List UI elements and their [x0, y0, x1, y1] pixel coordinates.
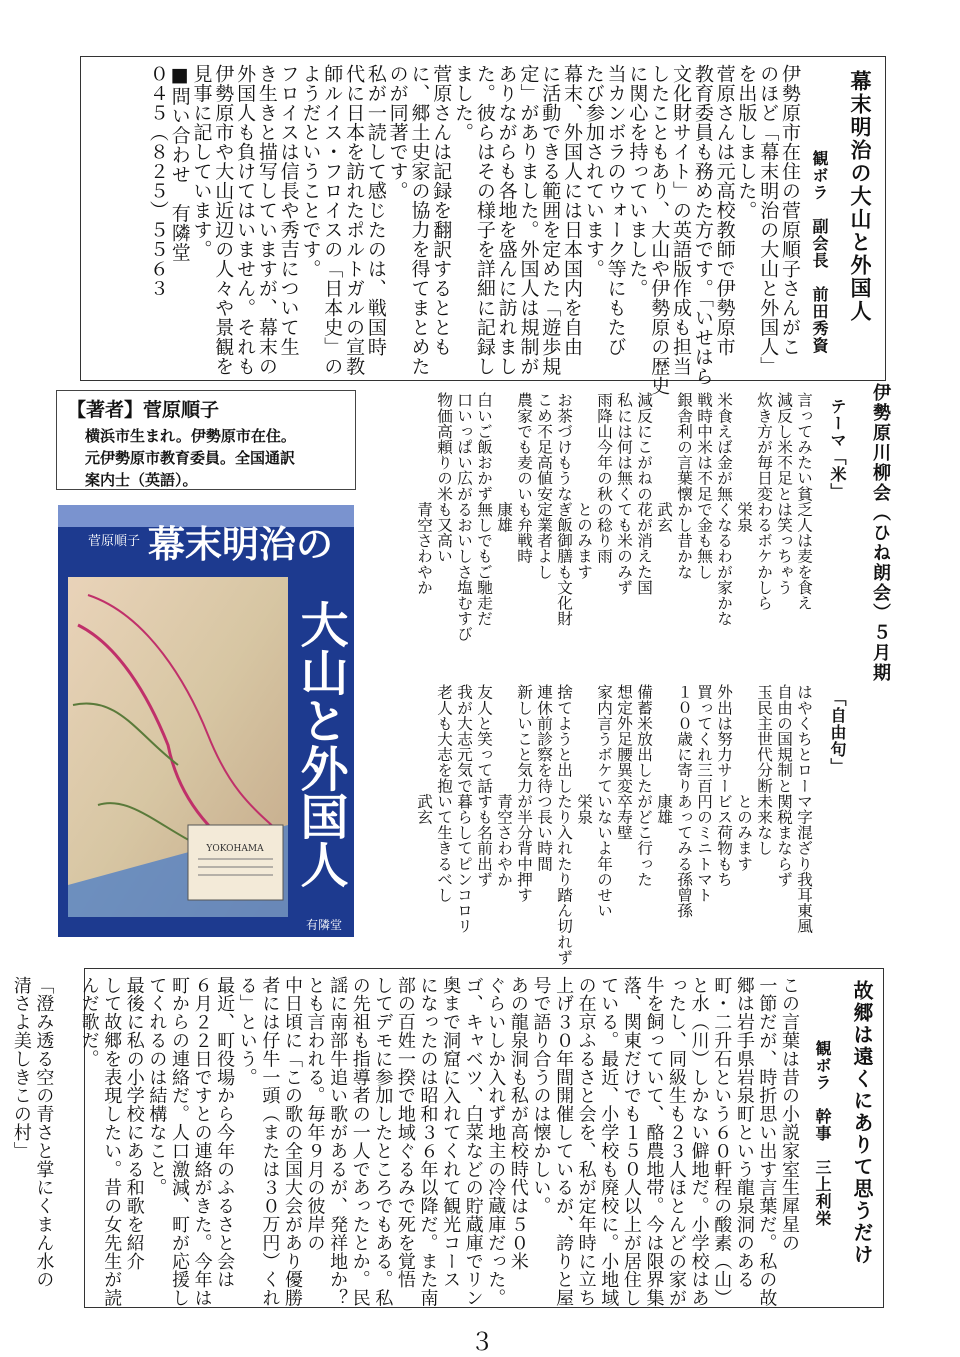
senryu-theme-label: テーマ「米」 — [828, 398, 847, 500]
cover-publisher: 有隣堂 — [306, 918, 343, 932]
senryu-free-label: 「自由句」 — [828, 690, 847, 775]
author-line: 案内士（英語）。 — [85, 471, 198, 489]
cover-title-line-1: 幕末明治の — [148, 522, 333, 566]
page-number: ３ — [470, 1328, 494, 1356]
article-1-title: 幕末明治の大山と外国人 — [848, 70, 872, 323]
senryu-free-poems: はやくちとローマ字混ざり我耳東風 自由の国規制と関税まならず 玉民主世代分断未来なし とのみます 外出は努力サービス荷物もち 買ってくれ三百円のミニトマト １００歳に寄りあってみる孫曾孫 康雄 備蓄米放出したがどこ行った 想定外足腰異変卒寿壁 家内言うボケていないよ年のせい 栄泉 捨てようと出したり入れたり踏ん切れず 連休前診察を待つ長い時間 新しいこと気力が半分背中押す 青空さわやか 友人と笑って話すも名前出ず 我が大志元気で暮らしてピンコロリ 老人も大志を抱いて生きるべし 武玄 — [415, 684, 813, 965]
author-line: 横浜市生まれ。伊勢原市在住。 — [85, 427, 296, 445]
senryu-theme-poems: 言ってみたい貧乏人は麦を食え 減反し米不足とは笑っちゃう 炊き方が毎日変わるボケかしら 栄泉 米食えば金が無くなるわが家かな 戦時中米は不足で金も無し 銀舎利の言葉懐かし昔かな 武玄 減反にこがねの花が消えた国 私には何は無くても米のみず 雨降山今年の秋の稔り雨 とのみます お茶づけもうなぎ飯御膳も文化財 こめ不足高値安定業者よし 農家でも麦のいも弁戦時 康雄 白いご飯おかず無しでもご馳走だ 口いっぱい広がるおいしさ塩むすび 物価高頼りの米も又高い 青空さわやか — [415, 392, 813, 642]
article-3-body: この言葉は昔の小説家室生犀星の 一節だが、時折思い出す言葉だ。私の故 郷は岩手県岩泉町という龍泉洞のある 町・二升石という６０軒程の酸素（山） と水（川）しかない僻地だ。小学校はあ ったし、同級生も２３人ほとんどの家が 牛を飼っていて、酪農地帯。今は限界集 落、関東だけでも１５０人以上が居住し ている。最近、小学校も廃校に。小地域 の在京ふるさと会を、私が定年時に立ち 上げ３０年間開催しているが、誇りと屋 号で語り合うのは懐かしい。 あの龍泉洞も私が高校時代は５０米 ぐらいしか入れず地主の冷蔵庫だった。 ゴ、キャベツ、白菜などの貯蔵庫でリン 奥まで洞窟に入れてくれて観光コース になったのは昭和３６年以降だ。また南 部の百姓一揆で地域ぐるみで死を覚悟 してデモに参加したところでもある。私 の先祖も指導者の一人であったとか。民 謡に南部牛追い歌があるが、発祥地か？ とも言われる。毎年９月の彼岸の 中日頃に「この歌の全国大会があり優勝 者には仔牛一頭（または３０万円）くれ る」という。 最近、町役場から今年のふるさと会は ６月２２日ですとの連絡がきた。今年は 町からの連絡だ。人口激減、町が応援し てくれるのは結構なこと。 最後に私の小学校にある和歌を紹介 して故郷を表現したい。昔の女先生が読 んだ歌だ。 「澄み透る空の青さと掌にくまん水の 清さよ美しきこの村」 — [10, 976, 800, 1308]
author-box — [56, 390, 356, 490]
author-line: 元伊勢原市教育委員。全国通訳 — [85, 449, 296, 467]
cover-author: 菅原順子 — [88, 534, 141, 549]
article-1-byline: 観ボラ 副会長 前田秀資 — [810, 150, 829, 354]
article-1-body: 伊勢原市在住の菅原順子さんがこ のほど「幕末明治の大山と外国人」 を出版しました。 菅原さんは元高校教師で伊勢原市 教育委員も務めた方です。「いせはら 文化財サイト」の英語版作成も担当 したこともあり、大山や伊勢原の歴史 に関心を持っていました。 当カンボラのウォーク等にもたび たび参加されています。 幕末、外国人には日本国内を自由 に活動できる範囲を定めた「遊歩規 定」がありました。外国人は規制が ありながらも各地を盛んに訪れまし た。彼らはその様子を詳細に記録し ました。 菅原さんは記録を翻訳するととも に、郷土史家の協力を得てまとめた のが同著です。 私が一読して感じたのは、戦国時 代に日本を訪れたポルトガルの宣教 師ルイス・フロイスの「日本史」の ようだということです。 フロイスは信長や秀吉について生 き生きと描写していますが、幕末の 外国人も負けてはいません。それも 伊勢原市や大山近辺の人々や景観を 見事に記しています。 ■問い合わせ 有隣堂 ０４５（８２５）５５６３ — [146, 64, 801, 396]
article-3-byline: 観ボラ 幹事 三上利栄 — [813, 1040, 832, 1227]
senryu-header: 伊勢原川柳会（ひね朗会）５月期 — [870, 383, 891, 683]
map-cartouche — [188, 825, 283, 900]
author-heading: 【著者】菅原順子 — [67, 399, 220, 421]
map-label: YOKOHAMA — [206, 844, 264, 854]
article-3-title: 故郷は遠くにありて思うだけ — [850, 980, 874, 1266]
cover-title-line-2: 大山と外国人 — [292, 600, 348, 888]
book-cover — [58, 505, 354, 937]
